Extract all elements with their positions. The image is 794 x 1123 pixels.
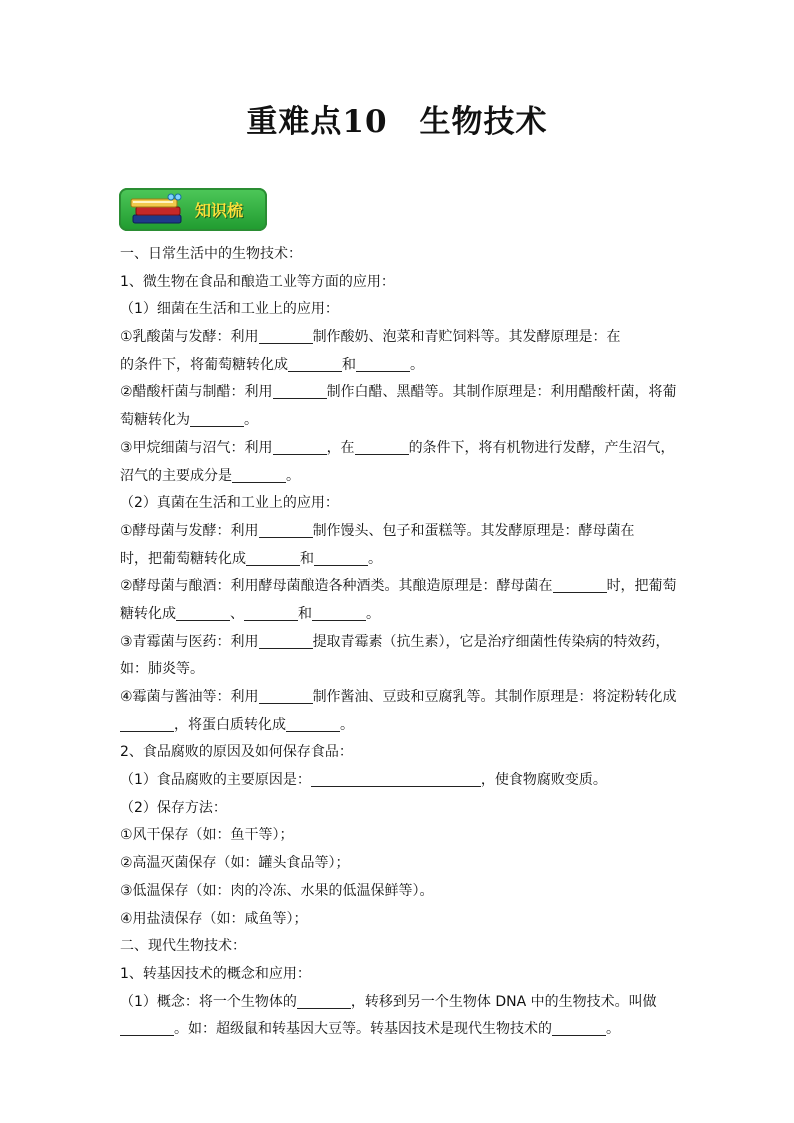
line-text: ①乳酸菌与发酵：利用 (120, 329, 259, 346)
document-body (120, 241, 676, 1044)
fill-in-blank[interactable] (288, 357, 342, 372)
line-text: ①酵母菌与发酵：利用 (120, 522, 259, 539)
text-line (120, 296, 676, 324)
text-line (120, 407, 676, 435)
line-text: 如：肺炎等。 (120, 661, 204, 678)
text-line (120, 1016, 676, 1044)
line-text: （2）真菌在生活和工业上的应用： (120, 495, 339, 512)
fill-in-blank[interactable] (312, 606, 366, 621)
text-line (120, 435, 676, 463)
badge-label: 知识梳 (195, 201, 244, 220)
knowledge-badge (119, 188, 267, 231)
line-text: ，使食物腐败变质。 (480, 772, 607, 789)
line-text: ②高温灭菌保存（如：罐头食品等）； (120, 855, 350, 872)
line-text: 制作酸奶、泡菜和青贮饲料等。其发酵原理是：在 (312, 329, 621, 346)
text-line (120, 573, 676, 601)
line-text: 制作酱油、豆豉和豆腐乳等。其制作原理是：将淀粉转化成 (312, 689, 677, 705)
text-line (120, 933, 676, 961)
text-line (120, 629, 676, 657)
page-title: 重难点10 生物技术 (246, 104, 548, 140)
line-text: （1）概念：将一个生物体的 (120, 993, 297, 1010)
text-line (120, 739, 676, 767)
line-text: 和 (300, 550, 314, 567)
line-text: 萄糖转化为 (120, 412, 190, 429)
text-line (120, 850, 676, 878)
line-text: ④霉菌与酱油等：利用 (120, 689, 259, 705)
fill-in-blank[interactable] (311, 772, 481, 787)
fill-in-blank[interactable] (297, 994, 351, 1009)
line-text: （2）保存方法： (120, 799, 227, 816)
text-line (120, 518, 676, 546)
fill-in-blank[interactable] (259, 329, 313, 344)
fill-in-blank[interactable] (244, 606, 298, 621)
fill-in-blank[interactable] (232, 468, 286, 483)
fill-in-blank[interactable] (355, 440, 409, 455)
fill-in-blank[interactable] (176, 606, 230, 621)
line-text: 时，把葡萄糖转化成 (120, 550, 246, 567)
line-text: 2、食品腐败的原因及如何保存食品： (120, 744, 353, 761)
line-text: ④用盐渍保存（如：咸鱼等）； (120, 910, 308, 927)
line-text: 的条件下，将葡萄糖转化成 (120, 356, 288, 373)
fill-in-blank[interactable] (246, 551, 300, 566)
line-text: （1）食品腐败的主要原因是： (120, 772, 311, 789)
fill-in-blank[interactable] (120, 717, 174, 732)
fill-in-blank[interactable] (259, 689, 313, 704)
text-line (120, 379, 676, 407)
text-line (120, 822, 676, 850)
line-text: 。 (366, 605, 380, 622)
line-text: 制作白醋、黑醋等。其制作原理是：利用醋酸杆菌，将葡 (326, 384, 677, 401)
text-line (120, 601, 676, 629)
text-line (120, 961, 676, 989)
text-line (120, 241, 676, 269)
fill-in-blank[interactable] (286, 717, 340, 732)
line-text: 。 (340, 716, 354, 733)
line-text: 和 (298, 605, 312, 622)
line-text: 。如：超级鼠和转基因大豆等。转基因技术是现代生物技术的 (174, 1021, 552, 1038)
line-text: 。 (286, 467, 300, 484)
line-text: ，在 (326, 439, 355, 456)
line-text: ①风干保存（如：鱼干等）； (120, 827, 294, 844)
text-line (120, 795, 676, 823)
line-text: ②酵母菌与酿酒：利用酵母菌酿造各种酒类。其酿造原理是：酵母菌在 (120, 578, 553, 595)
fill-in-blank[interactable] (273, 384, 327, 399)
fill-in-blank[interactable] (259, 634, 313, 649)
line-text: ③青霉菌与医药：利用 (120, 633, 259, 650)
text-line (120, 684, 676, 712)
text-line (120, 878, 676, 906)
text-line (120, 656, 676, 684)
text-line (120, 906, 676, 934)
line-text: 的条件下，将有机物进行发酵，产生沼气， (408, 439, 675, 456)
line-text: 一、日常生活中的生物技术： (120, 246, 302, 262)
line-text: 。 (368, 550, 382, 567)
fill-in-blank[interactable] (356, 357, 410, 372)
line-text: 1、转基因技术的概念和应用： (120, 965, 311, 982)
line-text: 制作馒头、包子和蛋糕等。其发酵原理是：酵母菌在 (312, 522, 635, 539)
text-line (120, 324, 676, 352)
text-line (120, 712, 676, 740)
text-line (120, 269, 676, 297)
fill-in-blank[interactable] (190, 412, 244, 427)
text-line (120, 463, 676, 491)
fill-in-blank[interactable] (553, 578, 607, 593)
text-line (120, 490, 676, 518)
text-line (120, 767, 676, 795)
text-line (120, 989, 676, 1017)
fill-in-blank[interactable] (552, 1021, 606, 1036)
line-text: ③低温保存（如：肉的冷冻、水果的低温保鲜等）。 (120, 882, 434, 899)
line-text: 。 (244, 412, 258, 429)
line-text: ，转移到另一个生物体 DNA 中的生物技术。叫做 (350, 993, 657, 1010)
line-text: 提取青霉素（抗生素），它是治疗细菌性传染病的特效药， (312, 633, 670, 650)
line-text: 。 (410, 356, 424, 373)
fill-in-blank[interactable] (120, 1021, 174, 1036)
line-text: 二、现代生物技术： (120, 938, 246, 955)
books-icon (127, 192, 189, 228)
line-text: 1、微生物在食品和酿造工业等方面的应用： (120, 273, 395, 290)
fill-in-blank[interactable] (259, 523, 313, 538)
text-line (120, 546, 676, 574)
line-text: ③甲烷细菌与沼气：利用 (120, 439, 273, 456)
line-text: 糖转化成 (120, 605, 176, 622)
text-line (120, 352, 676, 380)
line-text: 沼气的主要成分是 (120, 467, 232, 484)
fill-in-blank[interactable] (273, 440, 327, 455)
fill-in-blank[interactable] (314, 551, 368, 566)
line-text: ，将蛋白质转化成 (174, 716, 286, 733)
line-text: （1）细菌在生活和工业上的应用： (120, 301, 339, 318)
line-text: ②醋酸杆菌与制醋：利用 (120, 384, 273, 401)
line-text: 和 (342, 356, 356, 373)
line-text: 时，把葡萄 (606, 578, 677, 595)
line-text: 、 (230, 605, 244, 622)
line-text: 。 (606, 1021, 620, 1038)
